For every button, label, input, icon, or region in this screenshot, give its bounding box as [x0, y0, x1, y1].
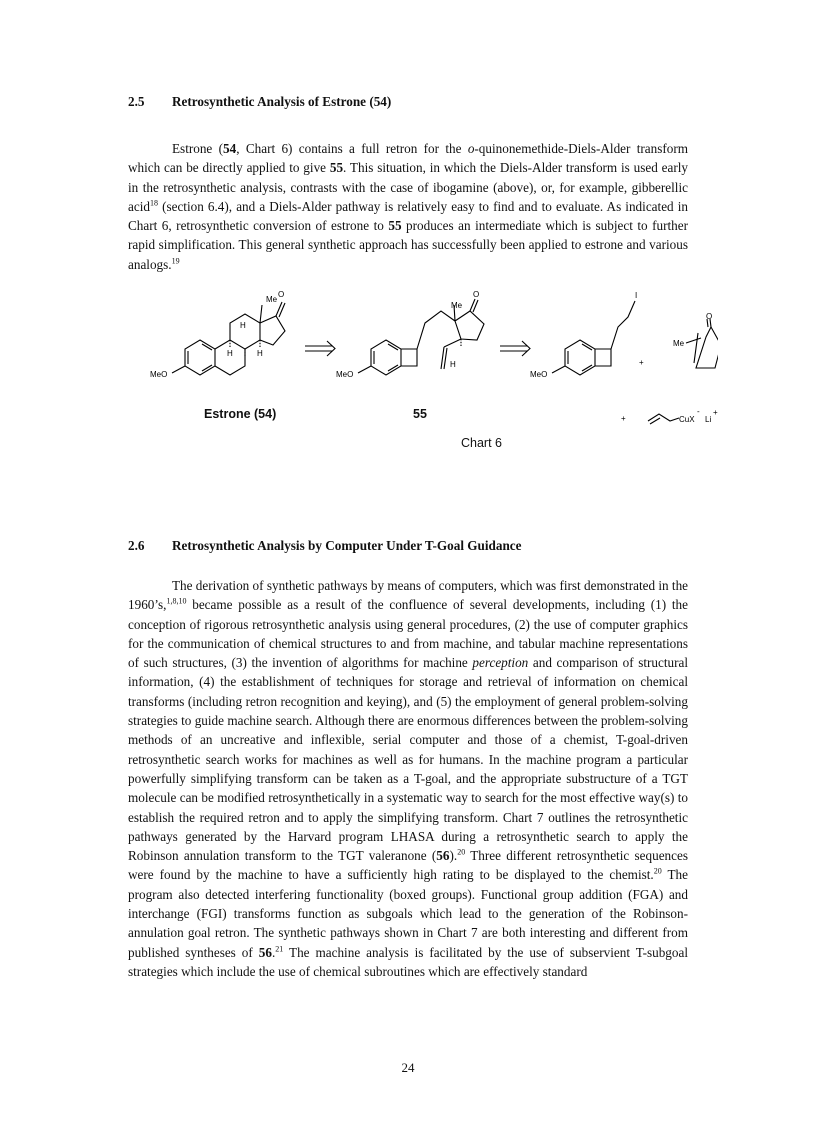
citation: 20	[653, 867, 662, 877]
text-run: , Chart 6) contains a full retron for the	[236, 141, 468, 156]
text-run: . This situation, in which the Diels-Alder transform is used early in the retrosynthetic analysis, contrasts with the case of ibogamine (above), or, for example, gibberellic acid	[128, 160, 688, 214]
text-run: Estrone (	[172, 141, 224, 156]
text-run: (section 6.4), and a Diels-Alder pathway is relatively easy to find and to evaluate. As indicated in Chart 6, retrosynthetic conversion of estrone to	[128, 198, 688, 234]
text-run: produces an intermediate which is subject to further rapid simplification. This general synthetic approach has successfully been applied to estrone and various analogs.	[128, 218, 688, 272]
atom-label: Li	[705, 415, 712, 424]
citation: 20	[457, 847, 466, 857]
citation: 21	[275, 944, 284, 954]
chart-6-scheme	[128, 283, 718, 458]
text-run: The program also detected interfering functionality (boxed groups). Functional group addition (FGA) and interchange (FGI) transforms function as subgoals which lead to the generation of the Robinson-annulation goal retron. The synthetic pathways shown in Chart 7 are both interesting and different from published syntheses of	[128, 867, 688, 960]
paragraph-computer-analysis	[128, 576, 688, 981]
section-title: Retrosynthetic Analysis of Estrone (54)	[172, 94, 392, 109]
chart-caption: Chart 6	[461, 436, 502, 450]
italic-text: o	[467, 141, 475, 156]
charge-label: -	[697, 407, 700, 416]
retro-arrow-1	[305, 341, 335, 356]
retro-arrow-2	[500, 341, 530, 356]
atom-label: CuX	[679, 415, 695, 424]
compound-label-estrone: Estrone (54)	[204, 407, 277, 421]
atom-label: I	[635, 291, 638, 300]
intermediate-55-structure	[358, 299, 484, 375]
plus-sign: +	[639, 358, 644, 367]
compound-ref: 55	[388, 218, 402, 234]
atom-label: MeO	[336, 370, 354, 379]
compound-label-55: 55	[413, 407, 427, 421]
text-run: The derivation of synthetic pathways by means of computers, which was first demonstrated in the 1960’s,	[128, 578, 689, 613]
compound-ref: 56	[258, 944, 272, 960]
atom-label: Me	[673, 339, 685, 348]
citation: 19	[171, 256, 180, 266]
atom-label: H	[240, 321, 246, 330]
methylcyclopentenone-structure	[686, 319, 718, 368]
plus-sign: +	[621, 414, 626, 423]
atom-label: H	[227, 349, 233, 358]
compound-ref: 56	[436, 848, 450, 864]
section-number: 2.5	[128, 94, 145, 109]
text-run: became possible as a result of the confluence of several developments, including (1) the conception of rigorous retrosynthetic analysis using general procedures, (2) the use of computer graphics for the communication of chemical structures to and from machine, and tabular machine representations of such structures, (3) the invention of algorithms for machine	[128, 597, 688, 671]
compound-ref: 54	[223, 141, 237, 156]
atom-label: O	[706, 312, 713, 321]
vinyl-cuprate-structure	[648, 414, 679, 424]
section-number: 2.6	[128, 538, 145, 553]
atom-label: MeO	[150, 370, 168, 379]
citation: 18	[149, 198, 158, 208]
paragraph-estrone	[128, 139, 688, 274]
text-run: and comparison of structural information, (4) the establishment of techniques for storage and retrieval of information on chemical transforms (including retron recognition and keying), and (5) the employment of general problem-solving strategies to guide machine search. Although there are enormous differences between the problem-solving methods of an uncreative and inflexible, serial computer and those of a chemist, T-goal-driven retrosynthetic search works for machines as well as for humans. In the machine program a particular powerfully simplifying transform can be taken as a T-goal, and the appropriate substructure of a TGT molecule can be modified retrosynthetically in a systematic way to search for the most effective way(s) to establish the required retron and to apply the simplifying transform. Chart 7 outlines the retrosynthetic pathways generated by the Harvard program LHASA during a retrosynthetic search to apply the Robinson annulation transform to the TGT valeranone (	[128, 655, 688, 864]
atom-label: O	[278, 290, 285, 299]
citation: 1,8,10	[166, 596, 187, 606]
estrone-structure	[172, 302, 285, 375]
text-run: Three different retrosynthetic sequences were found by the machine to have a sufficiently high rating to be displayed to the chemist.	[128, 848, 688, 883]
compound-ref: 55	[329, 160, 344, 176]
section-heading-2-6	[128, 538, 522, 554]
atom-label: H	[450, 360, 456, 369]
page-number: 24	[401, 1060, 415, 1075]
atom-label: Me	[266, 295, 278, 304]
text-run: ).	[449, 848, 458, 864]
reaction-scheme-svg	[128, 283, 718, 458]
benzocyclobutene-iodide-structure	[552, 301, 635, 375]
section-heading-2-5	[128, 94, 391, 110]
atom-label: O	[473, 290, 480, 299]
atom-label: H	[257, 349, 263, 358]
text-run: .	[271, 944, 276, 960]
atom-label: Me	[451, 301, 463, 310]
text-run: -quinonemethide-Diels-Alder transform which can be directly applied to give	[128, 141, 689, 176]
italic-text: perception	[472, 655, 529, 671]
section-title: Retrosynthetic Analysis by Computer Under T-Goal Guidance	[172, 538, 522, 553]
text-run: The machine analysis is facilitated by the use of subservient T-subgoal strategies which include the use of chemical subroutines which are effectively standard	[128, 944, 688, 979]
atom-label: MeO	[530, 370, 548, 379]
charge-label: +	[713, 408, 718, 417]
